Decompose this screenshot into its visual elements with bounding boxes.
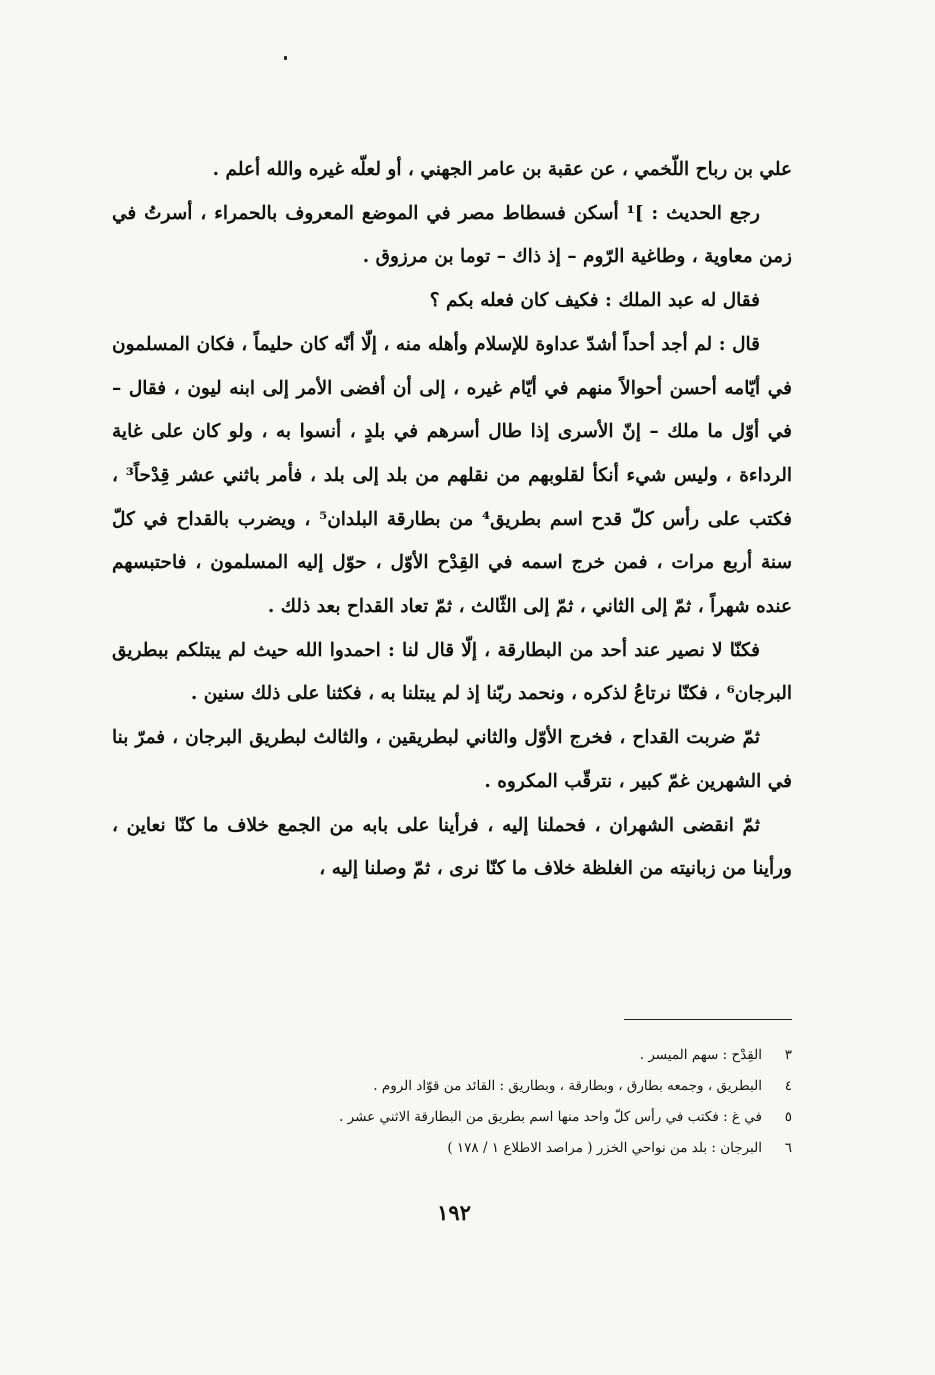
footnote-text: البطريق ، وجمعه بطارق ، وبطارقة ، وبطاريق : القائد من قوّاد الروم .: [373, 1078, 762, 1094]
footnote-item: [260, 1133, 792, 1164]
footnote-number: ٦: [784, 1140, 792, 1156]
page-number: ١٩٢: [437, 1200, 471, 1225]
body-text: [112, 148, 792, 891]
footnote-number: ٣: [784, 1047, 792, 1063]
footnote-text: البرجان : بلد من نواحي الخزر ( مراصد الاطلاع ١ / ١٧٨ ): [447, 1140, 762, 1156]
paragraph: قال : لم أجد أحداً أشدّ عداوة للإسلام وأهله منه ، إلّا أنّه كان حليماً ، فكان المسلمون في أيّامه أحسن أحوالاً منهم في أيّام غيره ، إلى أن أفضى الأمر إلى ابنه ليون ، فقال – في أوّل ما ملك – إنّ الأسرى إذا طال أسرهم في بلدٍ ، أنسوا به ، ولو كان على غاية الرداءة ، وليس شيء أنكأ لقلوبهم من نقلهم من بلد إلى بلد ، فأمر باثني عشر قِدْحاً³ ، فكتب على رأس كلّ قدح اسم بطريق⁴ من بطارقة البلدان⁵ ، ويضرب بالقداح في كلّ سنة أربع مرات ، فمن خرج اسمه في القِدْح الأوّل ، حوّل إليه المسلمون ، فاحتبسهم عنده شهراً ، ثمّ إلى الثاني ، ثمّ إلى الثّالث ، ثمّ تعاد القداح بعد ذلك .: [112, 333, 793, 618]
ink-speck: [284, 56, 287, 60]
paragraph: فكنّا لا نصير عند أحد من البطارقة ، إلّا قال لنا : احمدوا الله حيث لم يبتلكم ببطريق البرجان⁶ ، فكنّا نرتاعُ لذكره ، ونحمد ربّنا إذ لم يبتلنا به ، فكثنا على ذلك سنين .: [112, 639, 792, 705]
footnote-number: ٤: [784, 1078, 792, 1094]
footnote-separator: [624, 1019, 792, 1020]
footnote-item: [260, 1102, 792, 1133]
footnote-number: ٥: [784, 1109, 792, 1125]
footnote-item: [260, 1071, 792, 1102]
footnote-text: القِدْح : سهم الميسر .: [639, 1047, 762, 1063]
paragraph: فقال له عبد الملك : فكيف كان فعله بكم ؟: [429, 290, 760, 312]
paragraph: رجع الحديث : ]¹ أسكن فسطاط مصر في الموضع المعروف بالحمراء ، أسرتُ في زمن معاوية ، وطاغية الرّوم – إذ ذاك – توما بن مرزوق .: [112, 202, 792, 268]
footnotes: [260, 1040, 792, 1164]
paragraph: ثمّ ضربت القداح ، فخرج الأوّل والثاني لبطريقين ، والثالث لبطريق البرجان ، فمرّ بنا في الشهرين غمّ كبير ، نترقّب المكروه .: [112, 727, 792, 792]
paragraph: ثمّ انقضى الشهران ، فحملنا إليه ، فرأينا على بابه من الجمع خلاف ما كنّا نعاين ، ورأينا من زبانيته من الغلظة خلاف ما كنّا نرى ، ثمّ وصلنا إليه ،: [112, 814, 792, 880]
paragraph: علي بن رباح اللّخمي ، عن عقبة بن عامر الجهني ، أو لعلّه غيره والله أعلم .: [212, 159, 792, 180]
footnote-item: [260, 1040, 792, 1071]
footnote-text: في غ : فكتب في رأس كلّ واحد منها اسم بطريق من البطارقة الاثني عشر .: [339, 1109, 762, 1125]
